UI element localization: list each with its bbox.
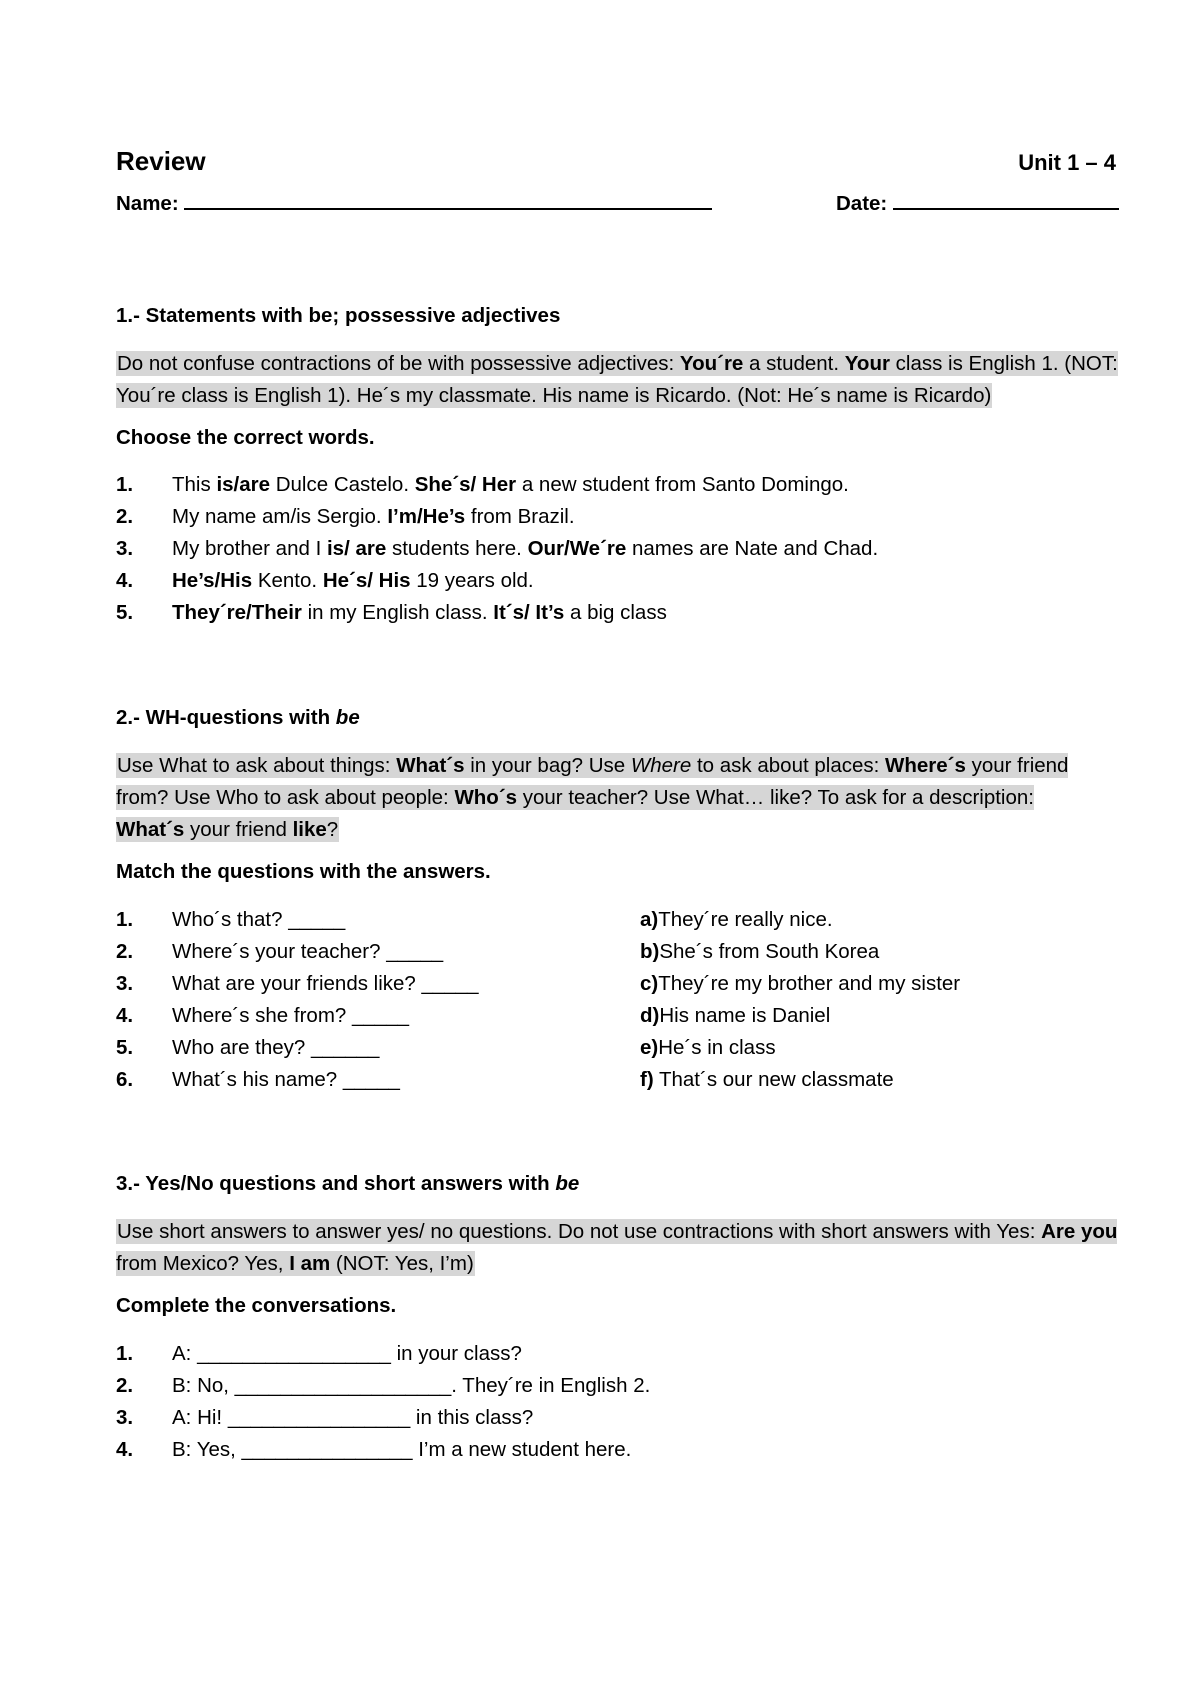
section-1-list: [116, 469, 1116, 629]
list-item: 1. This is/are Dulce Castelo. She´s/ Her a new student from Santo Domingo.: [116, 473, 849, 496]
list-item: 2. B: No, ___________________. They´re in English 2.: [116, 1370, 1116, 1402]
worksheet-page: [116, 0, 1116, 1698]
choice-option[interactable]: They´re/Their: [172, 601, 302, 624]
list-item: 2. My name am/is Sergio. I’m/He’s from Brazil.: [116, 505, 575, 528]
section-3-heading: 3.- Yes/No questions and short answers with be: [116, 1172, 580, 1195]
list-item: a)They´re really nice.: [640, 908, 833, 931]
conversation-line[interactable]: B: Yes, _______________ I’m a new student here.: [172, 1438, 632, 1461]
list-item: 1. A: _________________ in your class?: [116, 1338, 1116, 1370]
name-blank[interactable]: [184, 190, 712, 210]
choice-option[interactable]: is/are: [216, 473, 271, 496]
section-3-instruction: Complete the conversations.: [116, 1294, 397, 1317]
question-text[interactable]: Where´s your teacher? _____: [172, 940, 444, 963]
conversation-line[interactable]: A: Hi! ________________ in this class?: [172, 1406, 534, 1429]
choice-option[interactable]: He´s/ His: [322, 569, 411, 592]
page-title: Review: [116, 146, 206, 176]
section-1-note: Do not confuse contractions of be with possessive adjectives: You´re a student. Your class is English 1. (NOT: You´re class is English 1). He´s my classmate. His name is Ricardo. (Not: He´s name is Ricardo): [116, 352, 1118, 407]
conversation-list-2: [116, 1402, 1116, 1466]
list-item: e)He´s in class: [640, 1036, 776, 1059]
unit-label: Unit 1 – 4: [1018, 150, 1116, 175]
question-text[interactable]: What´s his name? _____: [172, 1068, 400, 1091]
section-2-instruction: Match the questions with the answers.: [116, 860, 491, 883]
list-item: 1. Who´s that? _____: [116, 904, 616, 936]
answers-list: [640, 904, 960, 1096]
question-text[interactable]: Who are they? ______: [172, 1036, 380, 1059]
date-blank[interactable]: [893, 190, 1119, 210]
list-item: 4. B: Yes, _______________ I’m a new student here.: [116, 1434, 1116, 1466]
name-label: Name:: [116, 192, 179, 215]
question-text[interactable]: What are your friends like? _____: [172, 972, 479, 995]
section-1-instruction: Choose the correct words.: [116, 426, 375, 449]
list-item: 3. My brother and I is/ are students here. Our/We´re names are Nate and Chad.: [116, 537, 879, 560]
date-label: Date:: [836, 192, 888, 215]
list-item: 5. They´re/Their in my English class. It´s/ It’s a big class: [116, 601, 667, 624]
conversation-line[interactable]: B: No, ___________________. They´re in English 2.: [172, 1374, 651, 1397]
list-item: 3. A: Hi! ________________ in this class?: [116, 1402, 1116, 1434]
date-field: [836, 190, 1119, 216]
choice-option[interactable]: She´s/ Her: [414, 473, 517, 496]
choice-option[interactable]: I’m/He’s: [387, 505, 466, 528]
list-item: f) That´s our new classmate: [640, 1068, 894, 1091]
conversation-line[interactable]: A: _________________ in your class?: [172, 1342, 522, 1365]
list-item: 4. Where´s she from? _____: [116, 1000, 616, 1032]
list-item: d)His name is Daniel: [640, 1004, 831, 1027]
question-text[interactable]: Who´s that? _____: [172, 908, 346, 931]
choice-option[interactable]: is/ are: [326, 537, 387, 560]
list-item: 5. Who are they? ______: [116, 1032, 616, 1064]
section-2-heading: 2.- WH-questions with be: [116, 706, 360, 729]
list-item: 3. What are your friends like? _____: [116, 968, 616, 1000]
conversation-list-1: [116, 1338, 1116, 1402]
choice-option[interactable]: Our/We´re: [527, 537, 627, 560]
list-item: 2. Where´s your teacher? _____: [116, 936, 616, 968]
choice-option[interactable]: He’s/His: [172, 569, 253, 592]
section-3-note: Use short answers to answer yes/ no questions. Do not use contractions with short answers with Yes: Are you from Mexico? Yes, I am (NOT: Yes, I’m): [116, 1220, 1118, 1275]
questions-list: [116, 904, 616, 1096]
list-item: c)They´re my brother and my sister: [640, 972, 961, 995]
list-item: b)She´s from South Korea: [640, 940, 880, 963]
section-1-heading: 1.- Statements with be; possessive adjectives: [116, 304, 561, 327]
list-item: 4. He’s/His Kento. He´s/ His 19 years old.: [116, 569, 534, 592]
list-item: 6. What´s his name? _____: [116, 1064, 616, 1096]
section-2-note: Use What to ask about things: What´s in your bag? Use Where to ask about places: Where´s your friend from? Use Who to ask about people: Who´s your teacher? Use What… like? To ask for a description: What´s your friend like?: [116, 754, 1069, 841]
name-field: [116, 190, 712, 216]
choice-option[interactable]: It´s/ It’s: [493, 601, 565, 624]
question-text[interactable]: Where´s she from? _____: [172, 1004, 410, 1027]
